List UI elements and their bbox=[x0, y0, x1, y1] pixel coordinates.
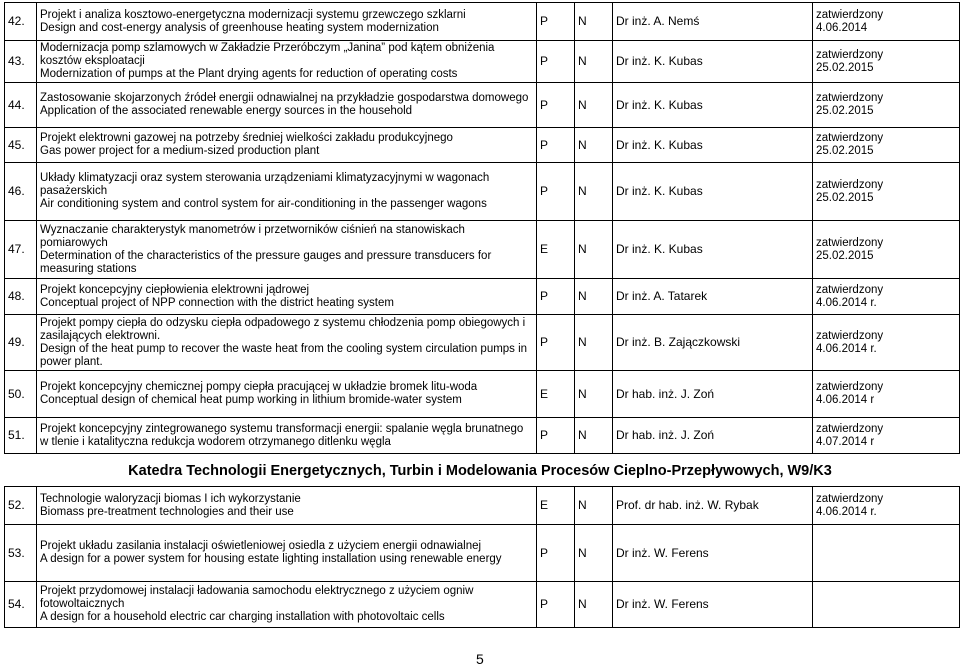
status-date: 4.06.2014 r bbox=[816, 394, 875, 406]
approval-status bbox=[813, 418, 960, 454]
supervisor: Dr hab. inż. J. Zoń bbox=[613, 371, 813, 418]
supervisor: Dr inż. K. Kubas bbox=[613, 41, 813, 83]
supervisor: Dr inż. K. Kubas bbox=[613, 221, 813, 279]
status-label: zatwierdzony bbox=[816, 132, 884, 144]
title-english: A design for a household electric car charging installation with photovoltaic cells bbox=[40, 611, 445, 623]
status-label: zatwierdzony bbox=[816, 422, 884, 435]
study-level: N bbox=[575, 83, 613, 128]
supervisor: Dr inż. A. Nemś bbox=[613, 3, 813, 41]
supervisor: Dr inż. A. Tatarek bbox=[613, 279, 813, 315]
study-level: N bbox=[575, 525, 613, 582]
thesis-type: P bbox=[537, 3, 575, 41]
approval-status bbox=[813, 41, 960, 83]
table-row bbox=[5, 128, 960, 163]
thesis-table-part1 bbox=[4, 2, 960, 454]
title-polish: Wyznaczanie charakterystyk manometrów i przetworników ciśnień na stanowiskach pomiarowych bbox=[40, 223, 465, 249]
approval-status bbox=[813, 128, 960, 163]
thesis-type: P bbox=[537, 163, 575, 221]
row-number: 52. bbox=[5, 487, 37, 525]
title-english: Gas power project for a medium-sized production plant bbox=[40, 145, 320, 157]
title-polish: Modernizacja pomp szlamowych w Zakładzie Przeróbczym „Janina” pod kątem obniżenia kosztów eksploatacji bbox=[40, 42, 495, 67]
row-number: 42. bbox=[5, 3, 37, 41]
row-number: 49. bbox=[5, 315, 37, 371]
title-polish: Projekt koncepcyjny ciepłowienia elektrowni jądrowej bbox=[40, 283, 310, 296]
title-polish: Projekt układu zasilania instalacji oświetleniowej osiedla z użyciem energii odnawialnej bbox=[40, 540, 482, 552]
approval-status bbox=[813, 221, 960, 279]
approval-status bbox=[813, 279, 960, 315]
title-english: Conceptual project of NPP connection with the district heating system bbox=[40, 296, 394, 309]
thesis-title bbox=[37, 41, 537, 83]
supervisor: Dr inż. W. Ferens bbox=[613, 525, 813, 582]
thesis-type: P bbox=[537, 83, 575, 128]
study-level: N bbox=[575, 163, 613, 221]
study-level: N bbox=[575, 418, 613, 454]
study-level: N bbox=[575, 371, 613, 418]
table-row bbox=[5, 315, 960, 371]
title-english: Design and cost-energy analysis of greenhouse heating system modernization bbox=[40, 21, 439, 34]
title-polish: Projekt przydomowej instalacji ładowania samochodu elektrycznego z użyciem ogniw fotowoltaicznych bbox=[40, 585, 474, 610]
page-number: 5 bbox=[476, 651, 484, 667]
title-english: Biomass pre-treatment technologies and their use bbox=[40, 505, 294, 518]
title-polish: Układy klimatyzacji oraz system sterowania urządzeniami klimatyzacyjnymi w wagonach pasażerskich bbox=[40, 172, 490, 197]
thesis-title bbox=[37, 83, 537, 128]
row-number: 45. bbox=[5, 128, 37, 163]
status-date: 25.02.2015 bbox=[816, 145, 874, 157]
approval-status bbox=[813, 3, 960, 41]
title-polish: Projekt i analiza kosztowo-energetyczna modernizacji systemu grzewczego szklarni bbox=[40, 8, 466, 21]
approval-status bbox=[813, 83, 960, 128]
thesis-type: P bbox=[537, 41, 575, 83]
thesis-type: P bbox=[537, 128, 575, 163]
thesis-title bbox=[37, 487, 537, 525]
study-level: N bbox=[575, 315, 613, 371]
status-label: zatwierdzony bbox=[816, 329, 884, 342]
thesis-title bbox=[37, 525, 537, 582]
status-label: zatwierdzony bbox=[816, 283, 884, 296]
supervisor: Dr inż. K. Kubas bbox=[613, 83, 813, 128]
table-row bbox=[5, 371, 960, 418]
study-level: N bbox=[575, 41, 613, 83]
table-row bbox=[5, 487, 960, 525]
approval-status bbox=[813, 525, 960, 582]
approval-status bbox=[813, 582, 960, 628]
status-date: 4.07.2014 r bbox=[816, 435, 875, 448]
study-level: N bbox=[575, 279, 613, 315]
status-date: 4.06.2014 r. bbox=[816, 505, 877, 518]
table-row bbox=[5, 163, 960, 221]
supervisor: Dr inż. W. Ferens bbox=[613, 582, 813, 628]
thesis-title bbox=[37, 279, 537, 315]
status-label: zatwierdzony bbox=[816, 48, 884, 61]
status-label: zatwierdzony bbox=[816, 236, 884, 249]
study-level: N bbox=[575, 487, 613, 525]
department-heading: Katedra Technologii Energetycznych, Turbin i Modelowania Procesów Cieplno-Przepływowych, W9/K3 bbox=[128, 463, 832, 479]
approval-status bbox=[813, 315, 960, 371]
thesis-title bbox=[37, 582, 537, 628]
thesis-title bbox=[37, 315, 537, 371]
status-label: zatwierdzony bbox=[816, 492, 884, 505]
approval-status bbox=[813, 371, 960, 418]
thesis-title bbox=[37, 418, 537, 454]
table-row bbox=[5, 83, 960, 128]
approval-status bbox=[813, 487, 960, 525]
title-polish: Technologie waloryzacji biomas I ich wykorzystanie bbox=[40, 492, 301, 505]
title-english: Determination of the characteristics of the pressure gauges and pressure transducers for measuring stations bbox=[40, 249, 492, 275]
table-row bbox=[5, 41, 960, 83]
row-number: 54. bbox=[5, 582, 37, 628]
title-english: Modernization of pumps at the Plant drying agents for reduction of operating costs bbox=[40, 68, 458, 80]
status-date: 25.02.2015 bbox=[816, 61, 874, 74]
row-number: 48. bbox=[5, 279, 37, 315]
table-row bbox=[5, 3, 960, 41]
thesis-title bbox=[37, 371, 537, 418]
thesis-type: P bbox=[537, 279, 575, 315]
status-date: 4.06.2014 r. bbox=[816, 342, 877, 355]
study-level: N bbox=[575, 128, 613, 163]
table-row bbox=[5, 418, 960, 454]
table-row bbox=[5, 221, 960, 279]
table-row bbox=[5, 582, 960, 628]
title-polish: Projekt koncepcyjny chemicznej pompy ciepła pracującej w układzie bromek litu-woda bbox=[40, 381, 478, 393]
study-level: N bbox=[575, 221, 613, 279]
row-number: 51. bbox=[5, 418, 37, 454]
row-number: 43. bbox=[5, 41, 37, 83]
title-polish: Zastosowanie skojarzonych źródeł energii odnawialnej na przykładzie gospodarstwa domowego bbox=[40, 92, 529, 104]
row-number: 53. bbox=[5, 525, 37, 582]
thesis-type: P bbox=[537, 315, 575, 371]
thesis-title bbox=[37, 128, 537, 163]
status-label: zatwierdzony bbox=[816, 381, 884, 393]
status-date: 25.02.2015 bbox=[816, 191, 874, 204]
row-number: 44. bbox=[5, 83, 37, 128]
supervisor: Dr hab. inż. J. Zoń bbox=[613, 418, 813, 454]
title-english: Air conditioning system and control system for air-conditioning in the passenger wagons bbox=[40, 198, 487, 210]
title-polish: Projekt pompy ciepła do odzysku ciepła odpadowego z systemu chłodzenia pomp obiegowych i zasilających elektrowni. bbox=[40, 316, 526, 342]
supervisor: Prof. dr hab. inż. W. Rybak bbox=[613, 487, 813, 525]
thesis-title bbox=[37, 163, 537, 221]
row-number: 46. bbox=[5, 163, 37, 221]
thesis-table-body-part1 bbox=[5, 3, 960, 454]
status-date: 25.02.2015 bbox=[816, 105, 874, 117]
thesis-type: E bbox=[537, 371, 575, 418]
status-label: zatwierdzony bbox=[816, 92, 884, 104]
thesis-type: E bbox=[537, 221, 575, 279]
thesis-title bbox=[37, 3, 537, 41]
study-level: N bbox=[575, 582, 613, 628]
thesis-table-part2 bbox=[4, 486, 960, 628]
status-label: zatwierdzony bbox=[816, 8, 884, 21]
approval-status bbox=[813, 163, 960, 221]
title-polish: Projekt koncepcyjny zintegrowanego systemu transformacji energii: spalanie węgla brunatnego w tlenie i katalityczna redukcja wodorem otrzymanego ditlenku węgla bbox=[40, 422, 524, 448]
title-english: Conceptual design of chemical heat pump working in lithium bromide-water system bbox=[40, 394, 462, 406]
title-english: Design of the heat pump to recover the waste heat from the cooling system circulation pumps in power plant. bbox=[40, 342, 528, 368]
row-number: 50. bbox=[5, 371, 37, 418]
row-number: 47. bbox=[5, 221, 37, 279]
title-english: Application of the associated renewable energy sources in the household bbox=[40, 105, 413, 117]
title-english: A design for a power system for housing estate lighting installation using renewable energy bbox=[40, 553, 502, 565]
thesis-title bbox=[37, 221, 537, 279]
status-date: 25.02.2015 bbox=[816, 249, 874, 262]
status-date: 4.06.2014 r. bbox=[816, 296, 877, 309]
table-row bbox=[5, 279, 960, 315]
thesis-type: P bbox=[537, 418, 575, 454]
status-date: 4.06.2014 bbox=[816, 21, 868, 34]
supervisor: Dr inż. B. Zajączkowski bbox=[613, 315, 813, 371]
supervisor: Dr inż. K. Kubas bbox=[613, 163, 813, 221]
supervisor: Dr inż. K. Kubas bbox=[613, 128, 813, 163]
thesis-type: P bbox=[537, 525, 575, 582]
title-polish: Projekt elektrowni gazowej na potrzeby średniej wielkości zakładu produkcyjnego bbox=[40, 132, 453, 144]
table-row bbox=[5, 525, 960, 582]
thesis-type: P bbox=[537, 582, 575, 628]
status-label: zatwierdzony bbox=[816, 178, 884, 191]
study-level: N bbox=[575, 3, 613, 41]
thesis-type: E bbox=[537, 487, 575, 525]
thesis-table-body-part2 bbox=[5, 487, 960, 628]
